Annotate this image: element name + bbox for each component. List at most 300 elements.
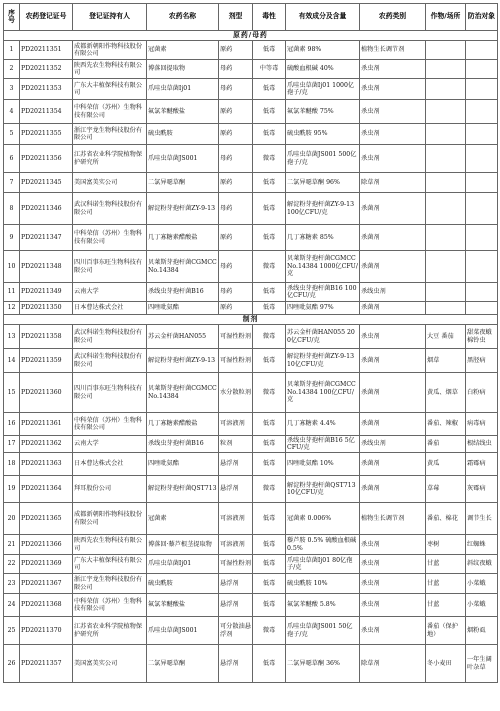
crop-cell — [426, 60, 466, 79]
holder-cell: 成都新朝阳作物科技股份有限公司 — [73, 41, 147, 60]
category-cell: 杀线虫剂 — [360, 283, 426, 302]
ingredient-cell: 爪哇虫草菌Ij01 80亿孢子/克 — [286, 555, 360, 574]
target-cell: 黑胫病 — [466, 349, 498, 373]
ingredient-cell: 爪哇虫草菌JS001 50亿孢子/克 — [286, 617, 360, 645]
row-index-cell: 1 — [4, 41, 20, 60]
holder-cell: 日本曹达株式会社 — [73, 453, 147, 476]
toxicity-cell: 微毒 — [253, 325, 286, 349]
row-index-cell: 25 — [4, 617, 20, 645]
toxicity-cell: 低毒 — [253, 349, 286, 373]
target-cell: 根结线虫 — [466, 436, 498, 453]
crop-cell — [426, 100, 466, 124]
ingredient-cell: 硫虫酰胺 95% — [286, 124, 360, 145]
holder-cell: 美国富美实公司 — [73, 173, 147, 193]
table-row — [4, 41, 498, 60]
reg-no-cell: PD20211352 — [20, 60, 73, 79]
ingredient-cell: 藜芦胺 0.5% 硫酸血根碱 0.5% — [286, 535, 360, 555]
formulation-cell: 母药 — [219, 60, 253, 79]
row-index-cell: 22 — [4, 555, 20, 574]
formulation-cell: 悬浮剂 — [219, 453, 253, 476]
crop-cell — [426, 41, 466, 60]
formulation-cell: 水分散粒剂 — [219, 373, 253, 413]
ingredient-cell: 冠菌素 0.006% — [286, 503, 360, 535]
formulation-cell: 悬浮剂 — [219, 476, 253, 503]
section-title: 制剂 — [4, 315, 498, 325]
crop-cell — [426, 283, 466, 302]
target-cell — [466, 79, 498, 100]
section-header — [4, 315, 498, 325]
table-row — [4, 124, 498, 145]
reg-no-cell: PD20211364 — [20, 476, 73, 503]
row-index-cell: 16 — [4, 413, 20, 436]
pesticide-name-cell: 二氯异噁草酮 — [147, 173, 219, 193]
formulation-cell: 悬浮剂 — [219, 574, 253, 594]
pesticide-name-cell: 杀线虫芽孢杆菌B16 — [147, 436, 219, 453]
formulation-cell: 原药 — [219, 124, 253, 145]
ingredient-cell: 解淀粉芽孢杆菌QST713 10亿CFU/克 — [286, 476, 360, 503]
holder-cell: 武汉科诺生物科技股份有限公司 — [73, 325, 147, 349]
toxicity-cell: 低毒 — [253, 645, 286, 683]
formulation-cell: 可湿性粉剂 — [219, 555, 253, 574]
table-row — [4, 453, 498, 476]
header-ingredient: 有效成分及含量 — [286, 4, 360, 31]
table-row — [4, 193, 498, 225]
reg-no-cell: PD20211348 — [20, 251, 73, 283]
holder-cell: 美国富美实公司 — [73, 645, 147, 683]
ingredient-cell: 冠菌素 98% — [286, 41, 360, 60]
table-row — [4, 60, 498, 79]
reg-no-cell: PD20211358 — [20, 325, 73, 349]
table-row — [4, 535, 498, 555]
toxicity-cell: 低毒 — [253, 302, 286, 315]
header-reg-no: 农药登记证号 — [20, 4, 73, 31]
header-formulation: 剂型 — [219, 4, 253, 31]
target-cell: 甜菜夜蛾 棉铃虫 — [466, 325, 498, 349]
holder-cell: 云南大学 — [73, 436, 147, 453]
crop-cell: 番茄、辣椒 — [426, 413, 466, 436]
target-cell — [466, 60, 498, 79]
table-row — [4, 100, 498, 124]
formulation-cell: 母药 — [219, 79, 253, 100]
pesticide-registration-table — [3, 3, 498, 683]
toxicity-cell: 低毒 — [253, 453, 286, 476]
category-cell: 杀菌剂 — [360, 413, 426, 436]
ingredient-cell: 贝莱斯芽孢杆菌CGMCC No.14384 100亿CFU/克 — [286, 373, 360, 413]
target-cell — [466, 251, 498, 283]
toxicity-cell: 低毒 — [253, 41, 286, 60]
category-cell: 杀菌剂 — [360, 476, 426, 503]
holder-cell: 四川百事东旺生物科技有限公司 — [73, 251, 147, 283]
target-cell — [466, 100, 498, 124]
reg-no-cell: PD20211370 — [20, 617, 73, 645]
pesticide-name-cell: 爪哇虫草菌Ij01 — [147, 555, 219, 574]
formulation-cell: 可溶液剂 — [219, 503, 253, 535]
row-index-cell: 14 — [4, 349, 20, 373]
ingredient-cell: 硫虫酰胺 10% — [286, 574, 360, 594]
table-row — [4, 574, 498, 594]
category-cell: 杀虫剂 — [360, 325, 426, 349]
pesticide-name-cell: 氟氯苯醚酸盐 — [147, 100, 219, 124]
ingredient-cell: 贝莱斯芽孢杆菌CGMCC No.14384 1000亿CFU/克 — [286, 251, 360, 283]
reg-no-cell: PD20211363 — [20, 453, 73, 476]
document-page — [3, 3, 497, 683]
table-row — [4, 349, 498, 373]
ingredient-cell: 杀线虫芽孢杆菌B16 5亿CFU/克 — [286, 436, 360, 453]
pesticide-name-cell: 解淀粉芽孢杆菌QST713 — [147, 476, 219, 503]
toxicity-cell: 低毒 — [253, 225, 286, 251]
crop-cell — [426, 302, 466, 315]
category-cell: 杀菌剂 — [360, 453, 426, 476]
crop-cell — [426, 173, 466, 193]
formulation-cell: 母药 — [219, 145, 253, 173]
reg-no-cell: PD20211354 — [20, 100, 73, 124]
target-cell — [466, 302, 498, 315]
toxicity-cell: 低毒 — [253, 574, 286, 594]
category-cell: 除草剂 — [360, 173, 426, 193]
table-row — [4, 373, 498, 413]
header-index: 序号 — [4, 4, 20, 31]
target-cell — [466, 283, 498, 302]
formulation-cell: 粒剂 — [219, 436, 253, 453]
row-index-cell: 15 — [4, 373, 20, 413]
row-index-cell: 8 — [4, 193, 20, 225]
table-body — [4, 31, 498, 683]
crop-cell: 枣树 — [426, 535, 466, 555]
table-row — [4, 594, 498, 617]
table-row — [4, 555, 498, 574]
row-index-cell: 26 — [4, 645, 20, 683]
category-cell: 杀虫剂 — [360, 124, 426, 145]
crop-cell: 番茄 — [426, 436, 466, 453]
formulation-cell: 母药 — [219, 251, 253, 283]
holder-cell: 武汉科诺生物科技股份有限公司 — [73, 349, 147, 373]
formulation-cell: 原药 — [219, 225, 253, 251]
reg-no-cell: PD20211362 — [20, 436, 73, 453]
target-cell — [466, 41, 498, 60]
ingredient-cell: 氟氯苯醚酸 5.8% — [286, 594, 360, 617]
pesticide-name-cell: 爪哇虫草菌JS001 — [147, 145, 219, 173]
formulation-cell: 原药 — [219, 41, 253, 60]
reg-no-cell: PD20211361 — [20, 413, 73, 436]
ingredient-cell: 几丁寡糖素 85% — [286, 225, 360, 251]
holder-cell: 武汉科诺生物科技股份有限公司 — [73, 193, 147, 225]
row-index-cell: 7 — [4, 173, 20, 193]
holder-cell: 成都新朝阳作物科技股份有限公司 — [73, 503, 147, 535]
reg-no-cell: PD20211349 — [20, 283, 73, 302]
table-row — [4, 251, 498, 283]
target-cell: 灰霉病 — [466, 476, 498, 503]
formulation-cell: 悬浮剂 — [219, 645, 253, 683]
formulation-cell: 可溶液剂 — [219, 535, 253, 555]
formulation-cell: 悬浮剂 — [219, 594, 253, 617]
target-cell — [466, 193, 498, 225]
crop-cell: 番茄（保护地） — [426, 617, 466, 645]
row-index-cell: 24 — [4, 594, 20, 617]
holder-cell: 广东大丰植保科技有限公司 — [73, 555, 147, 574]
target-cell — [466, 145, 498, 173]
category-cell: 杀虫剂 — [360, 100, 426, 124]
toxicity-cell: 微毒 — [253, 373, 286, 413]
category-cell: 杀虫剂 — [360, 79, 426, 100]
ingredient-cell: 爪哇虫草菌Ij01 1000亿孢子/克 — [286, 79, 360, 100]
crop-cell — [426, 145, 466, 173]
table-row — [4, 617, 498, 645]
category-cell: 杀虫剂 — [360, 555, 426, 574]
category-cell: 杀菌剂 — [360, 349, 426, 373]
header-crop: 作物/场所 — [426, 4, 466, 31]
holder-cell: 江苏省农业科学院植物保护研究所 — [73, 145, 147, 173]
crop-cell — [426, 251, 466, 283]
pesticide-name-cell: 硫虫酰胺 — [147, 574, 219, 594]
row-index-cell: 12 — [4, 302, 20, 315]
reg-no-cell: PD20211345 — [20, 173, 73, 193]
category-cell: 杀菌剂 — [360, 225, 426, 251]
pesticide-name-cell: 贝莱斯芽孢杆菌CGMCC No.14384 — [147, 373, 219, 413]
pesticide-name-cell: 解淀粉芽孢杆菌ZY-9-13 — [147, 193, 219, 225]
target-cell — [466, 124, 498, 145]
crop-cell: 黄瓜 — [426, 453, 466, 476]
pesticide-name-cell: 苏云金杆菌HAN055 — [147, 325, 219, 349]
holder-cell: 浙江宇龙生物科技股份有限公司 — [73, 574, 147, 594]
pesticide-name-cell: 博落回提取物 — [147, 60, 219, 79]
crop-cell: 甘蓝 — [426, 555, 466, 574]
header-pesticide-name: 农药名称 — [147, 4, 219, 31]
crop-cell — [426, 79, 466, 100]
target-cell: 红蜘蛛 — [466, 535, 498, 555]
holder-cell: 日本曹达株式会社 — [73, 302, 147, 315]
crop-cell: 烟草 — [426, 349, 466, 373]
row-index-cell: 13 — [4, 325, 20, 349]
row-index-cell: 4 — [4, 100, 20, 124]
target-cell: 霜霉病 — [466, 453, 498, 476]
crop-cell: 番茄、棉花 — [426, 503, 466, 535]
row-index-cell: 20 — [4, 503, 20, 535]
ingredient-cell: 爪哇虫草菌JS001 500亿孢子/克 — [286, 145, 360, 173]
row-index-cell: 5 — [4, 124, 20, 145]
toxicity-cell: 低毒 — [253, 413, 286, 436]
row-index-cell: 3 — [4, 79, 20, 100]
pesticide-name-cell: 四唑吡氨酯 — [147, 453, 219, 476]
holder-cell: 中科荣信（苏州）生物科技有限公司 — [73, 594, 147, 617]
toxicity-cell: 低毒 — [253, 283, 286, 302]
toxicity-cell: 中等毒 — [253, 60, 286, 79]
ingredient-cell: 苏云金杆菌HAN055 200亿CFU/克 — [286, 325, 360, 349]
ingredient-cell: 解淀粉芽孢杆菌ZY-9-13 100亿CFU/克 — [286, 193, 360, 225]
formulation-cell: 可湿性粉剂 — [219, 325, 253, 349]
holder-cell: 浙江宇龙生物科技股份有限公司 — [73, 124, 147, 145]
toxicity-cell: 微毒 — [253, 476, 286, 503]
section-header — [4, 31, 498, 41]
reg-no-cell: PD20211356 — [20, 145, 73, 173]
table-row — [4, 283, 498, 302]
crop-cell — [426, 124, 466, 145]
table-header-row — [4, 4, 498, 31]
target-cell: 病毒病 — [466, 413, 498, 436]
pesticide-name-cell: 氟氯苯醚酸盐 — [147, 594, 219, 617]
category-cell: 杀菌剂 — [360, 373, 426, 413]
category-cell: 植物生长调节剂 — [360, 503, 426, 535]
holder-cell: 中科荣信（苏州）生物科技有限公司 — [73, 413, 147, 436]
formulation-cell: 可湿性粉剂 — [219, 349, 253, 373]
formulation-cell: 母药 — [219, 283, 253, 302]
toxicity-cell: 低毒 — [253, 503, 286, 535]
toxicity-cell: 微毒 — [253, 617, 286, 645]
holder-cell: 拜耳股份公司 — [73, 476, 147, 503]
ingredient-cell: 氟氯苯醚酸 75% — [286, 100, 360, 124]
table-row — [4, 79, 498, 100]
toxicity-cell: 低毒 — [253, 124, 286, 145]
holder-cell: 陕西先农生物科技有限公司 — [73, 60, 147, 79]
reg-no-cell: PD20211347 — [20, 225, 73, 251]
category-cell: 杀虫剂 — [360, 617, 426, 645]
pesticide-name-cell: 冠菌素 — [147, 41, 219, 60]
reg-no-cell: PD20211368 — [20, 594, 73, 617]
row-index-cell: 2 — [4, 60, 20, 79]
reg-no-cell: PD20211355 — [20, 124, 73, 145]
target-cell: 调节生长 — [466, 503, 498, 535]
crop-cell: 甘蓝 — [426, 594, 466, 617]
holder-cell: 中科荣信（苏州）生物科技有限公司 — [73, 100, 147, 124]
pesticide-name-cell: 爪哇虫草菌Ij01 — [147, 79, 219, 100]
toxicity-cell: 微毒 — [253, 251, 286, 283]
row-index-cell: 19 — [4, 476, 20, 503]
header-category: 农药类别 — [360, 4, 426, 31]
pesticide-name-cell: 几丁寡糖素醋酸盐 — [147, 413, 219, 436]
table-row — [4, 413, 498, 436]
category-cell: 杀菌剂 — [360, 193, 426, 225]
pesticide-name-cell: 博落回·藜芦根茎提取物 — [147, 535, 219, 555]
row-index-cell: 6 — [4, 145, 20, 173]
holder-cell: 中科荣信（苏州）生物科技有限公司 — [73, 225, 147, 251]
table-row — [4, 325, 498, 349]
toxicity-cell: 低毒 — [253, 79, 286, 100]
toxicity-cell: 低毒 — [253, 100, 286, 124]
table-row — [4, 503, 498, 535]
toxicity-cell: 低毒 — [253, 594, 286, 617]
formulation-cell: 母药 — [219, 193, 253, 225]
reg-no-cell: PD20211350 — [20, 302, 73, 315]
formulation-cell: 原药 — [219, 100, 253, 124]
ingredient-cell: 硫酸血根碱 40% — [286, 60, 360, 79]
pesticide-name-cell: 贝莱斯芽孢杆菌CGMCC No.14384 — [147, 251, 219, 283]
holder-cell: 江苏省农业科学院植物保护研究所 — [73, 617, 147, 645]
pesticide-name-cell: 二氯异噁草酮 — [147, 645, 219, 683]
reg-no-cell: PD20211366 — [20, 535, 73, 555]
row-index-cell: 17 — [4, 436, 20, 453]
table-row — [4, 476, 498, 503]
table-row — [4, 173, 498, 193]
pesticide-name-cell: 爪哇虫草菌JS001 — [147, 617, 219, 645]
ingredient-cell: 解淀粉芽孢杆菌ZY-9-13 10亿CFU/克 — [286, 349, 360, 373]
row-index-cell: 23 — [4, 574, 20, 594]
target-cell: 小菜蛾 — [466, 594, 498, 617]
row-index-cell: 9 — [4, 225, 20, 251]
crop-cell: 甘蓝 — [426, 574, 466, 594]
target-cell — [466, 225, 498, 251]
pesticide-name-cell: 杀线虫芽孢杆菌B16 — [147, 283, 219, 302]
crop-cell — [426, 225, 466, 251]
target-cell: 小菜蛾 — [466, 574, 498, 594]
pesticide-name-cell: 解淀粉芽孢杆菌ZY-9-13 — [147, 349, 219, 373]
table-row — [4, 145, 498, 173]
reg-no-cell: PD20211367 — [20, 574, 73, 594]
toxicity-cell: 低毒 — [253, 436, 286, 453]
category-cell: 杀虫剂 — [360, 574, 426, 594]
reg-no-cell: PD20211359 — [20, 349, 73, 373]
reg-no-cell: PD20211360 — [20, 373, 73, 413]
category-cell: 杀菌剂 — [360, 251, 426, 283]
ingredient-cell: 四唑吡氨酯 10% — [286, 453, 360, 476]
ingredient-cell: 几丁寡糖素 4.4% — [286, 413, 360, 436]
pesticide-name-cell: 四唑吡氨酯 — [147, 302, 219, 315]
target-cell: 白粉病 — [466, 373, 498, 413]
category-cell: 杀菌剂 — [360, 302, 426, 315]
section-title: 原药/母药 — [4, 31, 498, 41]
category-cell: 杀虫剂 — [360, 145, 426, 173]
reg-no-cell: PD20211351 — [20, 41, 73, 60]
table-row — [4, 225, 498, 251]
crop-cell: 黄瓜、烟草 — [426, 373, 466, 413]
formulation-cell: 可分散油悬浮剂 — [219, 617, 253, 645]
table-row — [4, 302, 498, 315]
table-row — [4, 645, 498, 683]
pesticide-name-cell: 几丁寡糖素醋酸盐 — [147, 225, 219, 251]
crop-cell: 冬小麦田 — [426, 645, 466, 683]
table-row — [4, 436, 498, 453]
crop-cell — [426, 193, 466, 225]
target-cell: 斜纹夜蛾 — [466, 555, 498, 574]
crop-cell: 大豆 番茄 — [426, 325, 466, 349]
category-cell: 杀虫剂 — [360, 594, 426, 617]
header-target: 防治对象 — [466, 4, 498, 31]
row-index-cell: 18 — [4, 453, 20, 476]
ingredient-cell: 二氯异噁草酮 36% — [286, 645, 360, 683]
reg-no-cell: PD20211357 — [20, 645, 73, 683]
ingredient-cell: 杀线虫芽孢杆菌B16 100亿CFU/克 — [286, 283, 360, 302]
toxicity-cell: 微毒 — [253, 145, 286, 173]
header-toxicity: 毒性 — [253, 4, 286, 31]
pesticide-name-cell: 冠菌素 — [147, 503, 219, 535]
crop-cell: 草莓 — [426, 476, 466, 503]
holder-cell: 广东大丰植保科技有限公司 — [73, 79, 147, 100]
toxicity-cell: 低毒 — [253, 535, 286, 555]
holder-cell: 云南大学 — [73, 283, 147, 302]
holder-cell: 四川百事东旺生物科技有限公司 — [73, 373, 147, 413]
category-cell: 植物生长调节剂 — [360, 41, 426, 60]
category-cell: 杀虫剂 — [360, 535, 426, 555]
reg-no-cell: PD20211365 — [20, 503, 73, 535]
reg-no-cell: PD20211369 — [20, 555, 73, 574]
formulation-cell: 可溶液剂 — [219, 413, 253, 436]
toxicity-cell: 低毒 — [253, 193, 286, 225]
target-cell: 一年生阔叶杂草 — [466, 645, 498, 683]
toxicity-cell: 低毒 — [253, 173, 286, 193]
category-cell: 除草剂 — [360, 645, 426, 683]
reg-no-cell: PD20211346 — [20, 193, 73, 225]
row-index-cell: 11 — [4, 283, 20, 302]
target-cell — [466, 173, 498, 193]
ingredient-cell: 二氯异噁草酮 96% — [286, 173, 360, 193]
formulation-cell: 原药 — [219, 173, 253, 193]
toxicity-cell: 低毒 — [253, 555, 286, 574]
row-index-cell: 21 — [4, 535, 20, 555]
header-holder: 登记证持有人 — [73, 4, 147, 31]
ingredient-cell: 四唑吡氨酯 97% — [286, 302, 360, 315]
target-cell: 烟粉虱 — [466, 617, 498, 645]
category-cell: 杀虫剂 — [360, 60, 426, 79]
row-index-cell: 10 — [4, 251, 20, 283]
holder-cell: 陕西先农生物科技有限公司 — [73, 535, 147, 555]
